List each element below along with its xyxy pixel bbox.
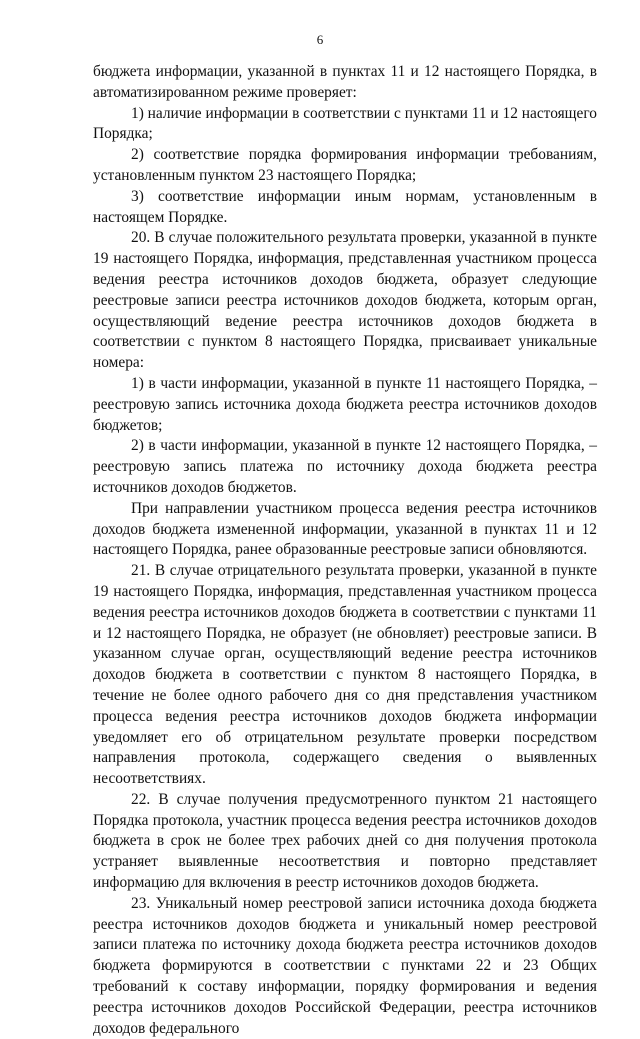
paragraph-continuation: бюджета информации, указанной в пунктах 11 и 12 настоящего Порядка, в автоматизированном режиме проверяет: [93, 63, 597, 101]
paragraph-check-item-3: 3) соответствие информации иным нормам, установленным в настоящем Порядке. [93, 187, 597, 226]
paragraph-clause-23: 23. Уникальный номер реестровой записи источника дохода бюджета реестра источников доходов бюджета и уникальный номер реестровой записи платежа по источнику дохода бюджета реестра источников доходов бюджета формируются в соответствии с пунктами 22 и 23 Общих требований к составу информации, порядку формирования и ведения реестра источников доходов Российской Федерации, реестра источников доходов федерального [93, 894, 597, 1037]
paragraph-check-item-1: 1) наличие информации в соответствии с пунктами 11 и 12 настоящего Порядка; [93, 104, 597, 143]
paragraph-clause-20-item-1: 1) в части информации, указанной в пункте 11 настоящего Порядка, – реестровую запись источника дохода бюджета реестра источников доходов бюджетов; [93, 374, 597, 434]
paragraph-update-note: При направлении участником процесса ведения реестра источников доходов бюджета измененной информации, указанной в пунктах 11 и 12 настоящего Порядка, ранее образованные реестровые записи обновляются. [93, 499, 597, 559]
paragraph-clause-21: 21. В случае отрицательного результата проверки, указанной в пункте 19 настоящего Порядка, информация, представленная участником процесса ведения реестра источников доходов бюджета в соответствии с пунктами 11 и 12 настоящего Порядка, не образует (не обновляет) реестровые записи. В указанном случае орган, осуществляющий ведение реестра источников доходов бюджета в соответствии с пунктом 8 настоящего Порядка, в течение не более одного рабочего дня со дня представления участником процесса ведения реестра источников доходов бюджета информации уведомляет его об отрицательном результате проверки посредством направления протокола, содержащего сведения о выявленных несоответствиях. [93, 562, 597, 788]
paragraph-clause-22: 22. В случае получения предусмотренного пунктом 21 настоящего Порядка протокола, участник процесса ведения реестра источников доходов бюджета в срок не более трех рабочих дней со дня получения протокола устраняет выявленные несоответствия и повторно представляет информацию для включения в реестр источников доходов бюджета. [93, 790, 597, 892]
page-number: 6 [316, 32, 324, 47]
paragraph-clause-20: 20. В случае положительного результата проверки, указанной в пункте 19 настоящего Порядка, информация, представленная участником процесса ведения реестра источников доходов бюджета, образует следующие реестровые записи реестра источников доходов бюджета, которым орган, осуществляющий ведение реестра источников доходов бюджета в соответствии с пунктом 8 настоящего Порядка, присваивает уникальные номера: [93, 229, 597, 372]
document-body [93, 62, 597, 1039]
paragraph-check-item-2: 2) соответствие порядка формирования информации требованиям, установленным пунктом 23 настоящего Порядка; [93, 146, 597, 184]
paragraph-clause-20-item-2: 2) в части информации, указанной в пункте 12 настоящего Порядка, – реестровую запись платежа по источнику дохода бюджета реестра источников доходов бюджетов. [93, 437, 597, 496]
